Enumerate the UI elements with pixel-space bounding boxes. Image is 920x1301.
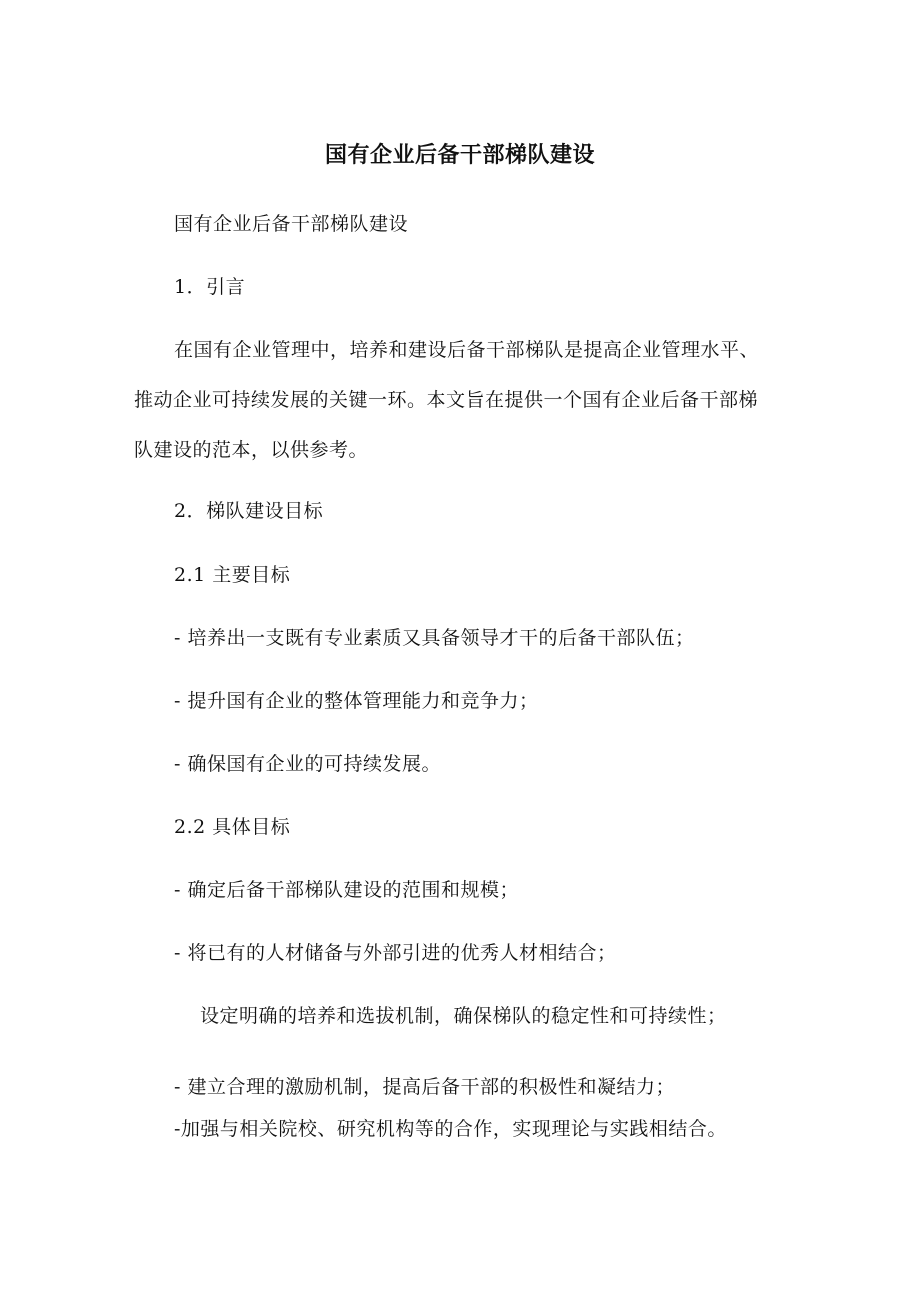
- section-2-heading: 2．梯队建设目标: [174, 500, 324, 522]
- list-item: - 培养出一支既有专业素质又具备领导才干的后备干部队伍；: [174, 627, 695, 649]
- list-item: - 将已有的人材储备与外部引进的优秀人材相结合；: [174, 942, 617, 964]
- section-1-paragraph-line-2: 推动企业可持续发展的关键一环。本文旨在提供一个国有企业后备干部梯: [134, 389, 759, 411]
- subsection-2-1-heading: 2.1 主要目标: [174, 564, 291, 586]
- subsection-2-2-heading: 2.2 具体目标: [174, 816, 291, 838]
- list-item: -加强与相关院校、研究机构等的合作，实现理论与实践相结合。: [174, 1118, 727, 1140]
- section-1-heading: 1．引言: [174, 276, 246, 298]
- list-item: - 确保国有企业的可持续发展。: [174, 753, 441, 775]
- document-subtitle: 国有企业后备干部梯队建设: [174, 213, 409, 235]
- list-item: 设定明确的培养和选拔机制，确保梯队的稳定性和可持续性；: [200, 1005, 727, 1027]
- document-title: 国有企业后备干部梯队建设: [324, 143, 595, 168]
- list-item: - 确定后备干部梯队建设的范围和规模；: [174, 879, 519, 901]
- section-1-paragraph-line-1: 在国有企业管理中，培养和建设后备干部梯队是提高企业管理水平、: [174, 339, 760, 361]
- list-item: - 建立合理的激励机制，提高后备干部的积极性和凝结力；: [174, 1076, 675, 1098]
- list-item: - 提升国有企业的整体管理能力和竞争力；: [174, 690, 539, 712]
- section-1-paragraph-line-3: 队建设的范本，以供参考。: [134, 439, 369, 461]
